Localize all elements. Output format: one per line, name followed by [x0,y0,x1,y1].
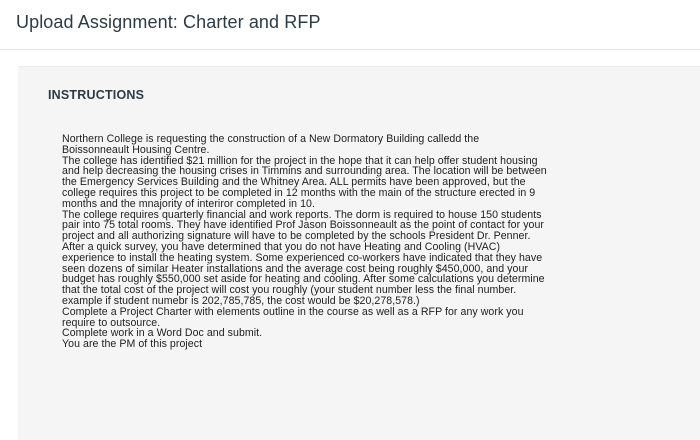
page-title: Upload Assignment: Charter and RFP [16,12,321,32]
instruction-line: After a quick survey, you have determined that you do not have Heating and Cooling (HVAC) [62,240,501,253]
instruction-line: pair into 75 total rooms. They have identified Prof Jason Boissonneault as the point of contact for your [62,219,545,232]
instruction-line: months and the mnajority of interiror completed in 10. [62,197,315,210]
instruction-line: seen dozens of similar Heater installations and the average cost being roughly $450,000, and your [62,262,528,275]
instruction-line: project and all authorizing signature will have to be completed by the schools President Dr. Penner. [62,230,531,243]
instruction-line: The college requires quarterly financial and work reports. The dorm is required to house 150 students [62,208,542,221]
instruction-line: You are the PM of this project [62,338,203,351]
instructions-panel [18,66,700,440]
instruction-line: require to outsource. [62,316,161,329]
instruction-line: Complete a Project Charter with elements outline in the course as well as a RFP for any work you [62,305,524,318]
instructions-heading: INSTRUCTIONS [48,88,145,102]
instruction-line: The college has identified $21 million for the project in the hope that it can help offer student housing [62,154,538,167]
instruction-line: the Emergency Services Building and the Whitney Area. ALL permits have been approved, but the [62,176,526,189]
instruction-line: that the total cost of the project will cost you roughly (your student number less the final number. [62,284,517,297]
instruction-line: Northern College is requesting the construction of a New Dormatory Building calledd the [62,133,480,145]
instructions-body [62,134,582,350]
instruction-line: budget has roughly $550,000 set aside for heating and cooling. After some calculations you determine [62,273,545,286]
instruction-line: experience to install the heating system. Some experienced co-workers have indicated that they have [62,251,543,264]
title-divider [0,49,700,50]
instruction-line: college requires this project to be completed in 12 months with the main of the structure erected in 9 [62,186,536,199]
instruction-line: example if student numebr is 202,785,785, the cost would be $20,278,578.) [62,294,420,307]
instruction-line: Boissonneault Housing Centre. [62,143,210,156]
instruction-line: Complete work in a Word Doc and submit. [62,327,263,340]
instruction-line: and help decreasing the housing crises in Timmins and surrounding area. The location will be between [62,165,547,178]
